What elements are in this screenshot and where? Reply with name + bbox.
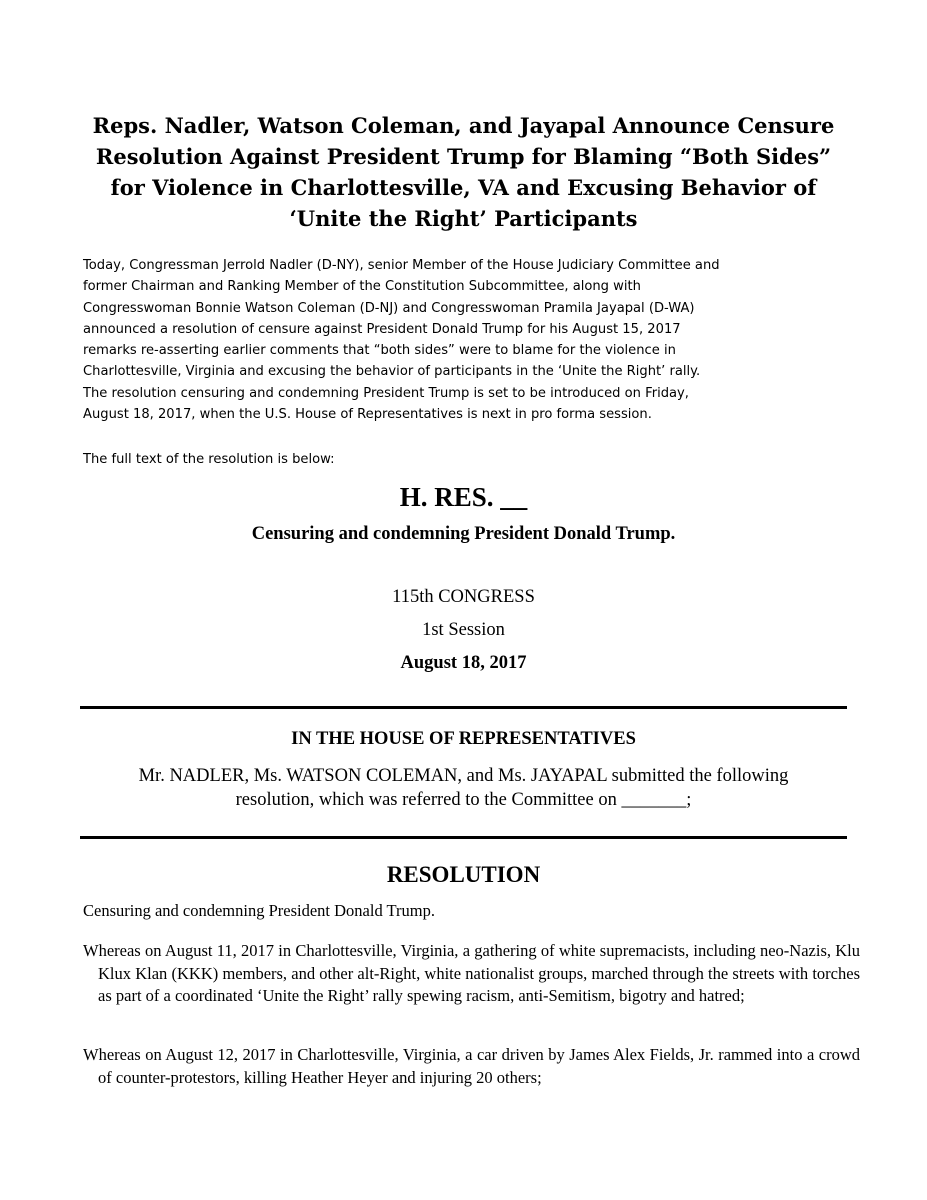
intro-line: The resolution censuring and condemning President Trump is set to be introduced on Friday,: [83, 385, 689, 401]
headline-line: for Violence in Charlottesville, VA and Excusing Behavior of: [110, 175, 817, 200]
bottom-divider: [80, 836, 847, 839]
top-divider: [80, 706, 847, 709]
bill-subtitle: Censuring and condemning President Donald Trump.: [251, 524, 676, 544]
submitted-line: resolution, which was referred to the Committee on _______;: [235, 790, 692, 810]
headline-line: Resolution Against President Trump for Blaming “Both Sides”: [95, 144, 832, 169]
press-release-headline: [60, 110, 867, 234]
intro-line: former Chairman and Ranking Member of the Constitution Subcommittee, along with: [83, 279, 641, 295]
house-heading: IN THE HOUSE OF REPRESENTATIVES: [291, 729, 636, 749]
full-text-note: The full text of the resolution is below:: [83, 452, 335, 467]
intro-line: Today, Congressman Jerrold Nadler (D-NY), senior Member of the House Judiciary Committee and: [83, 258, 720, 273]
intro-paragraph: [83, 255, 853, 425]
headline-line: Reps. Nadler, Watson Coleman, and Jayapal Announce Censure: [92, 113, 835, 138]
intro-line: Charlottesville, Virginia and excusing the behavior of participants in the ‘Unite the Right’ rally.: [83, 364, 701, 380]
intro-line: August 18, 2017, when the U.S. House of Representatives is next in pro forma session.: [83, 407, 652, 423]
whereas-clause: Whereas on August 11, 2017 in Charlottesville, Virginia, a gathering of white supremacists, including neo-Nazis, Klu Klux Klan (KKK) members, and other alt-Right, white nationalist groups, marched through the streets with torches as part of a coordinated ‘Unite the Right’ rally spewing racism, anti-Semitism, bigotry and hatred;: [83, 941, 860, 1005]
bill-number: H. RES. __: [399, 482, 528, 512]
intro-line: announced a resolution of censure against President Donald Trump for his August 15, 2017: [83, 321, 681, 337]
whereas-clause: Whereas on August 12, 2017 in Charlottesville, Virginia, a car driven by James Alex Fields, Jr. rammed into a crowd of counter-protestors, killing Heather Heyer and injuring 20 others;: [83, 1045, 860, 1087]
intro-line: remarks re-asserting earlier comments that “both sides” were to blame for the violence in: [83, 343, 676, 359]
submitted-by-text: [0, 764, 927, 812]
congress-label: 115th CONGRESS: [392, 587, 535, 607]
bill-date: August 18, 2017: [400, 653, 527, 673]
intro-line: Congresswoman Bonnie Watson Coleman (D-NJ) and Congresswoman Pramila Jayapal (D-WA): [83, 300, 695, 316]
resolution-short-title: Censuring and condemning President Donald Trump.: [83, 901, 435, 920]
submitted-line: Mr. NADLER, Ms. WATSON COLEMAN, and Ms. JAYAPAL submitted the following: [138, 766, 789, 786]
headline-line: ‘Unite the Right’ Participants: [289, 206, 638, 231]
session-label: 1st Session: [422, 620, 505, 640]
resolution-heading: RESOLUTION: [386, 862, 541, 887]
